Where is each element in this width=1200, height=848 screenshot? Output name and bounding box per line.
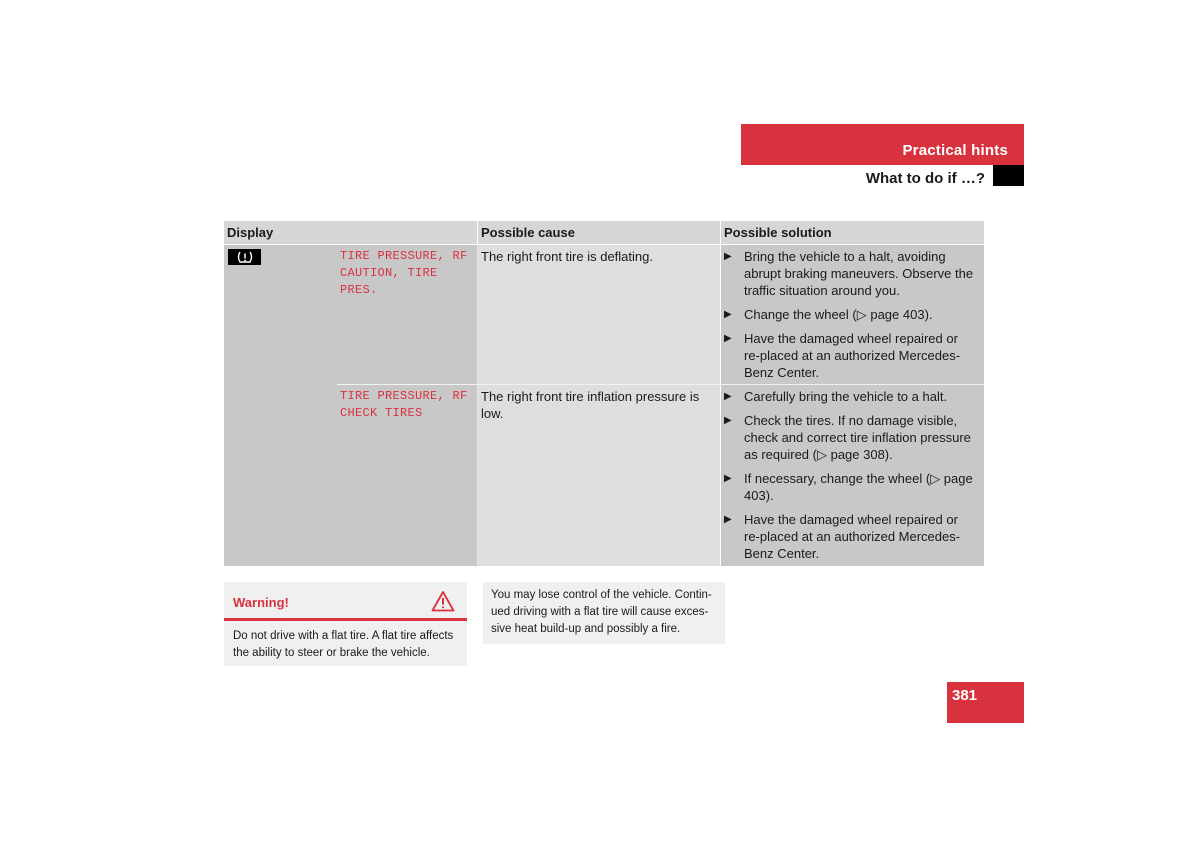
list-item: ▶ Have the damaged wheel repaired or re-placed at an authorized Mercedes-Benz Center. bbox=[724, 512, 961, 561]
bullet-arrow-icon: ▶ bbox=[724, 514, 732, 525]
header-solution: Possible solution bbox=[724, 225, 832, 240]
section-title: Practical hints bbox=[902, 142, 1008, 159]
section-header-bar bbox=[741, 124, 1024, 165]
table-row bbox=[337, 245, 984, 384]
table-row bbox=[337, 384, 984, 566]
bullet-arrow-icon: ▶ bbox=[724, 309, 732, 320]
list-item: ▶ Have the damaged wheel repaired or re-placed at an authorized Mercedes-Benz Center. bbox=[724, 331, 961, 380]
tire-pressure-warning-icon bbox=[228, 249, 261, 265]
bullet-arrow-icon: ▶ bbox=[724, 473, 732, 484]
message-rows bbox=[337, 245, 984, 566]
subsection-marker bbox=[993, 165, 1024, 186]
display-message: TIRE PRESSURE, RF CAUTION, TIRE PRES. bbox=[337, 245, 478, 384]
warning-continuation: You may lose control of the vehicle. Contin-ued driving with a flat tire will cause exces-sive heat build-up and possibly a fire. bbox=[483, 582, 725, 644]
display-message: TIRE PRESSURE, RF CHECK TIRES bbox=[337, 385, 478, 566]
possible-solution bbox=[721, 245, 984, 384]
list-item: ▶ Check the tires. If no damage visible, check and correct tire inflation pressure as required (▷ page 308). bbox=[724, 413, 971, 462]
display-icon-cell bbox=[224, 245, 337, 566]
bullet-arrow-icon: ▶ bbox=[724, 333, 732, 344]
bullet-arrow-icon: ▶ bbox=[724, 415, 732, 426]
messages-table bbox=[224, 221, 984, 566]
list-item: ▶ Change the wheel (▷ page 403). bbox=[724, 307, 933, 322]
possible-solution bbox=[721, 385, 984, 566]
table-header bbox=[224, 221, 984, 244]
possible-cause: The right front tire is deflating. bbox=[478, 245, 721, 384]
warning-text: Do not drive with a flat tire. A flat tire affects the ability to steer or brake the vehicle. bbox=[233, 630, 454, 659]
page-number: 381 bbox=[947, 682, 1024, 723]
warning-triangle-icon bbox=[431, 590, 455, 617]
subsection-title: What to do if …? bbox=[865, 170, 985, 187]
warning-header bbox=[224, 582, 467, 621]
warning-box bbox=[224, 582, 467, 666]
table-body bbox=[224, 244, 984, 566]
header-cause: Possible cause bbox=[478, 221, 721, 244]
warning-title: Warning! bbox=[233, 595, 289, 610]
bullet-arrow-icon: ▶ bbox=[724, 251, 732, 262]
possible-cause: The right front tire inflation pressure is low. bbox=[478, 385, 721, 566]
header-display: Display bbox=[224, 221, 478, 244]
bullet-arrow-icon: ▶ bbox=[724, 391, 732, 402]
list-item: ▶ If necessary, change the wheel (▷ page 403). bbox=[724, 471, 973, 503]
list-item: ▶ Bring the vehicle to a halt, avoiding abrupt braking maneuvers. Observe the traffic situation around you. bbox=[724, 249, 974, 298]
list-item: ▶ Carefully bring the vehicle to a halt. bbox=[724, 389, 948, 404]
